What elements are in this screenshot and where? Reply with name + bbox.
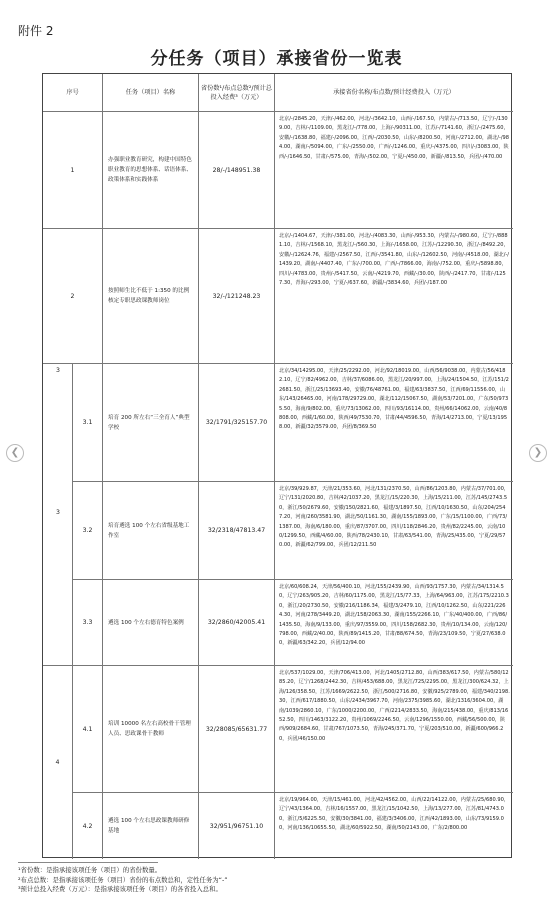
sub-row-number: 4.1 [73,666,103,793]
summary-value: 32/2860/42005.41 [199,580,275,666]
group-number: 4 [43,666,73,859]
summary-value: 32/2318/47813.47 [199,482,275,580]
footnote: ¹省份数：是指承接该项任务（项目）的省份数量。 [18,866,162,874]
task-name: 遴选 100 个左右德育特色案例 [103,580,199,666]
page-title: 分任务（项目）承接省份一览表 [150,49,403,69]
sub-row-number: 4.2 [73,793,103,859]
chevron-right-icon: ❯ [533,447,543,458]
footnote: ²布点总数：是指承接该项任务（项目）省份的布点数总和，定性任务为“-” [18,875,228,884]
group-column [43,364,73,666]
task-name: 培育遴选 100 个左右省级基地工作室 [103,482,199,580]
task-allocation-table [42,73,512,858]
next-page-button[interactable] [529,444,547,462]
row-number: 2 [43,229,103,364]
allocation-list: 北京/-/1404.67，天津/-/381.00，河北/-/4083.30，山西/-/953.30，内蒙古/-/980.60，辽宁/-/8881.10，吉林/-/1568.10，黑龙江/-/560.30，上海/-/1658.00，江苏/-/12290.30，浙江/-/8492.20，安徽/-/12624.76，福建/-/2567.50，江西/-/3541.80，山东/-/12602.50，河南/-/4518.00，湖北/-/1439.20，湖南/-/4407.40，广东/-/700.00，广西/-/7866.00，海南/-/752.00，重庆/-/5898.80，四川/-/4783.00，贵州/-/5417.50，云南/-/4219.70，西藏/-/30.00，陕西/-/2417.70，甘肃/-/1257.30，青海/-/293.00，宁夏/-/637.60，新疆/-/3834.60，兵团/-/187.00 [275,229,513,364]
allocation-list: 北京/39/929.87，天津/21/353.60，河北/131/2370.50，山西/86/1203.80，内蒙古/37/701.00，辽宁/131/2020.80，吉林/42/1037.20，黑龙江/15/220.30，上海/15/211.00，江苏/145/2743.50，浙江/50/2679.60，安徽/150/2821.60，福建/3/1897.50，江西/10/1630.50，山东/204/2547.20，河南/260/3581.90，湖北/50/1161.30，湖南/155/1893.00，广东/15/1100.00，广西/73/1387.00，海南/6/180.00，重庆/87/3707.00，四川/118/2846.20，贵州/82/2245.00，云南/100/1299.50，西藏/4/60.00，陕西/78/2430.10，甘肃/63/541.00，青海/25/435.00，宁夏/29/570.00，新疆/62/799.00，兵团/12/211.50 [275,482,513,580]
allocation-list: 北京/19/964.00，天津/15/461.00，河北/42/4562.00，山西/22/14122.00，内蒙古/25/680.90，辽宁/43/1364.00，吉林/16/1557.00，黑龙江/15/1042.50，上海/13/277.00，江苏/81/4743.00，浙江/5/6225.50，安徽/30/3841.00，福建/3/3406.00，江西/42/1893.00，山东/73/9159.00，河南/136/10655.50，湖北/60/5922.50，湖南/50/2143.00，广东/2/800.00 [279,797,509,832]
previous-page-button[interactable] [6,444,24,462]
sub-row-number: 3.2 [73,482,103,580]
row-number: 1 [43,112,103,229]
task-name: 培训 10000 名左右高校骨干管理人员、思政课骨干教师 [103,666,199,793]
task-name: 培育 200 所左右“三全育人”典型学校 [103,364,199,482]
task-name: 按照师生比不低于 1:350 的比例核定专职思政课教师岗位 [103,229,199,364]
allocation-list: 北京/60/608.24，天津/56/400.10，河北/155/2439.90，山西/93/1757.30，内蒙古/34/1314.50，辽宁/263/905.20，吉林/60/1175.00，黑龙江/15/77.33，上海/64/963.00，江苏/175/2210.30，浙江/20/2730.50，安徽/216/1186.34，福建/3/2479.10，江西/10/1262.50，山东/221/2264.30，河南/278/3449.20，湖北/158/2063.30，湖南/155/2266.10，广东/40/400.00，广西/86/1435.50，海南/9/133.00，重庆/97/3559.00，四川/158/2682.30，贵州/10/134.00，云南/120/798.00，西藏/2/40.00，陕西/89/1415.20，甘肃/88/674.50，青海/23/109.50，宁夏/27/638.00，新疆/63/342.20，兵团/12/94.00 [275,580,513,666]
footnote: ³预计总投入经费（万元）：是指承接该项任务（项目）的各省投入总和。 [18,885,222,893]
chevron-left-icon: ❮ [10,447,20,458]
sub-row-number: 3.3 [73,580,103,666]
allocation-list: 北京/537/1029.00，天津/706/413.00，河北/1405/2712.80，山西/383/617.50，内蒙古/580/1285.20，辽宁/1268/2442.30，吉林/453/688.00，黑龙江/725/2295.00，黑龙江/300/624.32，上海/126/358.50，江苏/1669/2622.50，浙江/500/2716.80，安徽/925/2789.00，福建/340/2198.30，江西/617/1880.50，山东/2434/3967.70，河南/2375/3985.60，湖北/1316/3604.00，湖南/1039/2860.10，广东/1000/2200.00，广西/2214/2833.50，海南/215/438.00，重庆/813/1652.50，四川/1463/3122.20，贵州/1069/2246.50，云南/1296/1550.00，西藏/56/500.00，陕西/909/2684.60，甘肃/767/1073.50，青海/245/371.70，宁夏/203/510.00，新疆/600/966.20，兵团/46/150.00 [275,666,513,793]
group-number-top: 3 [56,367,60,374]
sub-row-number: 3.1 [73,364,103,482]
allocation-list: 北京/-/2845.20，天津/-/462.00，河北/-/3642.10，山西/-/167.50，内蒙古/-/713.50，辽宁/-/1309.00，吉林/-/1109.00，黑龙江/-/778.00，上海/-/90311.00，江苏/-/7141.60，浙江/-/2475.60，安徽/-/1638.80，福建/-/2096.00，江西/-/2030.50，山东/-/8200.50，河南/-/2712.00，湖北/-/984.00，湖南/-/5094.00，广东/-/2550.00，广西/-/1246.00，重庆/-/4375.00，四川/-/3083.00，陕西/-/1646.50，甘肃/-/575.00，青海/-/502.00，宁夏/-/450.00，新疆/-/813.50，兵团/-/470.00 [275,112,513,229]
task-name: 遴选 100 个左右思政课教师研修基地 [103,793,199,859]
footnotes [18,866,228,895]
summary-value: 32/-/121248.23 [199,229,275,364]
allocation-list: 北京/34/14295.00，天津/25/2292.00，河北/92/18019.00，山西/56/9038.00，内蒙古/56/4182.10，辽宁/82/4962.00，吉林/37/6086.00，黑龙江/20/997.00，上海/24/1504.50，江苏/151/22681.50，浙江/25/13693.40，安徽/76/48761.00，福建/63/3837.50，江西/69/11556.00，山东/143/26465.00，河南/178/29729.00，湖北/112/15067.50，湖南/53/7201.00，广东/50/9735.50，海南/9/802.00，重庆/73/13062.00，四川/93/16114.00，贵州/66/14062.00，云南/40/8808.00，西藏/1/60.00，陕西/49/7530.70，甘肃/44/4596.50，青海/14/2713.00，宁夏/13/1958.00，新疆/32/3579.00，兵团/8/369.50 [275,364,513,482]
header-summary: 省份数¹/布点总数²/预计总投入经费³（万元） [199,74,275,112]
header-task: 任务（项目）名称 [103,74,199,112]
summary-value: 32/951/96751.10 [199,793,275,859]
summary-value: 32/1791/325157.70 [199,364,275,482]
summary-value: 32/28085/65631.77 [199,666,275,793]
footnote-divider [18,862,158,863]
task-name: 办强职业教育研究，构建中国特色职业教育的思想体系、话语体系、政策体系和实践体系 [103,112,199,229]
attachment-label: 附件 2 [18,24,54,38]
header-no: 序号 [43,74,103,112]
group-number: 3 [56,509,60,516]
header-allocation: 承接省份名称/布点数/预计经费投入（万元） [275,74,513,112]
summary-value: 28/-/148951.38 [199,112,275,229]
